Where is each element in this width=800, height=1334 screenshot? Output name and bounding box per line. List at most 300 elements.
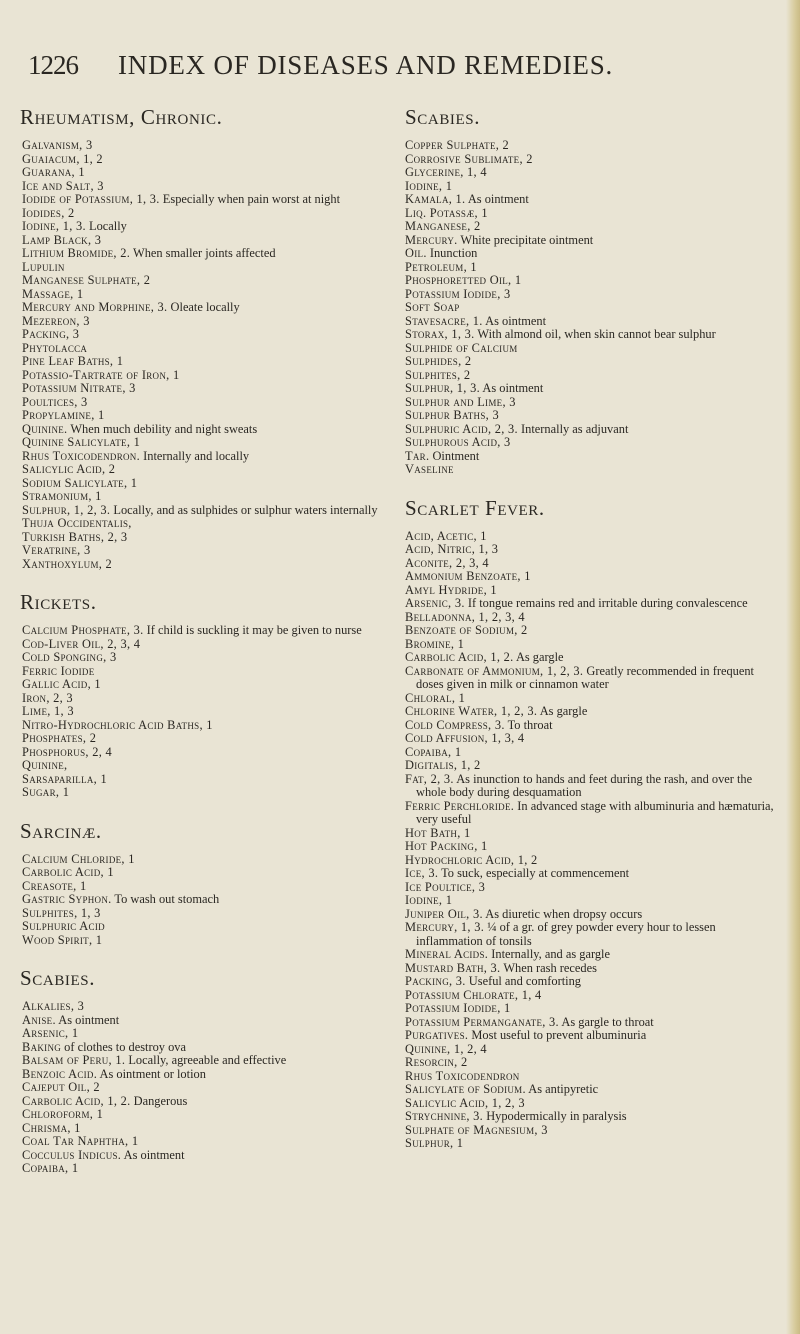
index-entry <box>22 234 400 248</box>
remedy-name: Massage, 1 <box>22 286 84 301</box>
index-entry <box>405 881 783 895</box>
running-title: INDEX OF DISEASES AND REMEDIES. <box>118 50 614 80</box>
remedy-name: Potassium Iodide, 1 <box>405 1001 511 1015</box>
index-entry <box>405 921 783 948</box>
remedy-name: Belladonna, 1, 2, 3, 4 <box>405 609 525 624</box>
remedy-name: Sulphur, 1, 3. <box>405 381 480 395</box>
entry-list <box>405 139 783 477</box>
index-entry <box>405 166 783 180</box>
index-entry <box>22 504 400 518</box>
page-edge-shading <box>786 0 800 1334</box>
index-entry <box>405 301 783 315</box>
remedy-name: Lithium Bromide, 2. <box>22 246 131 260</box>
index-entry <box>22 139 400 153</box>
index-entry <box>405 908 783 922</box>
remedy-name: Bromine, 1 <box>405 636 465 651</box>
index-entry <box>405 1029 783 1043</box>
index-entry <box>22 247 400 261</box>
index-entry <box>405 746 783 760</box>
remedy-name: Sarsaparilla, 1 <box>22 771 107 786</box>
remedy-name: Potassium Chlorate, 1, 4 <box>405 987 542 1002</box>
index-entry <box>22 180 400 194</box>
remedy-name: Chlorine Water, 1, 2, 3. <box>405 704 538 718</box>
index-entry <box>405 436 783 450</box>
index-entry <box>405 409 783 423</box>
index-entry <box>22 866 400 880</box>
remedy-name: Quinine Salicylate, 1 <box>22 435 141 449</box>
index-entry <box>405 719 783 733</box>
remedy-name: Propylamine, 1 <box>22 408 105 422</box>
left-column <box>22 104 400 1194</box>
index-entry <box>22 423 400 437</box>
index-entry <box>405 773 783 800</box>
remedy-name: Phosphates, 2 <box>22 731 97 745</box>
remedy-name: Galvanism, 3 <box>22 138 93 152</box>
remedy-name: Carbonate of Ammonium, 1, 2, 3. <box>405 663 584 678</box>
index-entry <box>22 220 400 234</box>
index-entry <box>405 261 783 275</box>
index-entry <box>405 288 783 302</box>
index-entry <box>22 678 400 692</box>
section-title-scarlet-fever: Scarlet Fever. <box>405 495 545 520</box>
entry-list <box>22 1000 400 1176</box>
remedy-note: As ointment <box>58 1012 120 1027</box>
index-entry <box>22 920 400 934</box>
remedy-name: Cold Affusion, 1, 3, 4 <box>405 731 525 745</box>
index-entry <box>405 1043 783 1057</box>
remedy-note: As gargle <box>539 704 588 718</box>
index-entry <box>22 409 400 423</box>
remedy-name: Sulphuric Acid, 2, 3. <box>405 421 518 436</box>
remedy-name: Potassium Permanganate, 3. <box>405 1014 559 1029</box>
remedy-name: Cold Compress, 3. <box>405 717 505 732</box>
remedy-note: As ointment <box>123 1147 185 1162</box>
remedy-name: Packing, 3. <box>405 974 466 988</box>
remedy-note: In advanced stage with albuminuria and hæmaturia, very useful <box>416 798 774 826</box>
remedy-name: Ferric Perchloride. <box>405 798 515 813</box>
index-entry <box>405 584 783 598</box>
index-entry <box>405 665 783 692</box>
remedy-name: Mercury. <box>405 232 458 247</box>
index-entry <box>405 1097 783 1111</box>
index-entry <box>22 342 400 356</box>
remedy-name: Coal Tar Naphtha, 1 <box>22 1134 139 1148</box>
remedy-name: Iodine, 1 <box>405 893 453 907</box>
remedy-note: To wash out stomach <box>114 892 220 906</box>
index-entry <box>405 315 783 329</box>
section-title-scabies: Scabies. <box>20 966 96 990</box>
remedy-name: Xanthoxylum, 2 <box>22 556 113 571</box>
remedy-note: With almond oil, when skin cannot bear sulphur <box>477 327 716 341</box>
entry-list <box>22 853 400 948</box>
remedy-note: When rash recedes <box>503 960 597 975</box>
index-entry <box>22 1041 400 1055</box>
remedy-name: Copaiba, 1 <box>22 1161 79 1175</box>
remedy-name: Benzoate of Sodium, 2 <box>405 623 528 637</box>
remedy-name: Benzoic Acid. <box>22 1066 98 1081</box>
remedy-name: Sulphuric Acid <box>22 919 105 933</box>
remedy-name: Acid, Acetic, 1 <box>405 528 487 543</box>
remedy-name: Iron, 2, 3 <box>22 690 73 705</box>
remedy-note: As antipyretic <box>528 1082 599 1096</box>
remedy-note: To throat <box>507 717 553 732</box>
remedy-name: Digitalis, 1, 2 <box>405 758 481 772</box>
remedy-name: Potassium Nitrate, 3 <box>22 381 136 395</box>
index-entry <box>405 139 783 153</box>
index-entry <box>22 490 400 504</box>
index-entry <box>405 867 783 881</box>
remedy-name: Ice, 3. <box>405 866 439 880</box>
remedy-name: Cod-Liver Oil, 2, 3, 4 <box>22 636 141 651</box>
remedy-name: Resorcin, 2 <box>405 1055 468 1069</box>
index-entry <box>22 436 400 450</box>
remedy-name: Sulphur and Lime, 3 <box>405 394 516 409</box>
remedy-name: Manganese, 2 <box>405 219 481 233</box>
remedy-name: Pine Leaf Baths, 1 <box>22 354 124 368</box>
remedy-name: Baking <box>22 1039 62 1054</box>
remedy-note: Most useful to prevent albuminuria <box>471 1028 647 1042</box>
remedy-note: Locally, and as sulphides or sulphur waters internally <box>113 502 378 517</box>
remedy-name: Iodine, 1, 3. <box>22 219 86 233</box>
remedy-note: Useful and comforting <box>468 974 581 988</box>
remedy-note: As ointment <box>485 313 547 328</box>
remedy-name: Rhus Toxicodendron. <box>22 448 141 463</box>
remedy-name: Poultices, 3 <box>22 394 88 409</box>
remedy-name: Guarana, 1 <box>22 165 85 179</box>
entry-list <box>22 139 400 571</box>
remedy-name: Ferric Iodide <box>22 663 95 678</box>
remedy-name: Carbolic Acid, 1, 2. <box>405 650 514 664</box>
remedy-name: Quinine, 1, 2, 4 <box>405 1041 487 1056</box>
remedy-note: As gargle <box>515 650 564 664</box>
index-entry <box>22 382 400 396</box>
remedy-note: Locally, agreeable and effective <box>128 1053 287 1067</box>
index-entry <box>22 315 400 329</box>
remedy-note: As ointment <box>482 381 544 395</box>
index-entry <box>22 369 400 383</box>
index-entry <box>22 732 400 746</box>
index-entry <box>405 193 783 207</box>
index-entry <box>405 355 783 369</box>
index-entry <box>22 638 400 652</box>
remedy-name: Arsenic, 1 <box>22 1026 79 1040</box>
remedy-name: Mezereon, 3 <box>22 313 90 328</box>
section-title-rheumatism-chronic: Rheumatism, Chronic. <box>20 105 223 129</box>
index-entry <box>405 800 783 827</box>
remedy-name: Calcium Phosphate, 3. <box>22 623 144 637</box>
index-entry <box>405 840 783 854</box>
index-entry <box>405 274 783 288</box>
remedy-name: Cocculus Indicus. <box>22 1147 122 1162</box>
remedy-name: Purgatives. <box>405 1028 469 1042</box>
right-column <box>405 104 783 1169</box>
remedy-name: Cold Sponging, 3 <box>22 650 117 664</box>
remedy-note: White precipitate ointment <box>460 232 594 247</box>
index-entry <box>405 570 783 584</box>
remedy-name: Iodide of Potassium, 1, 3. <box>22 192 160 206</box>
remedy-name: Copaiba, 1 <box>405 744 462 759</box>
remedy-note: Oleate locally <box>170 300 240 314</box>
remedy-name: Sulphites, 1, 3 <box>22 905 101 920</box>
remedy-name: Potassio-Tartrate of Iron, 1 <box>22 367 180 382</box>
remedy-note: Ointment <box>432 448 480 463</box>
index-entry <box>405 651 783 665</box>
index-entry <box>405 624 783 638</box>
remedy-name: Phosphoretted Oil, 1 <box>405 273 522 287</box>
index-entry <box>405 894 783 908</box>
remedy-name: Mercury and Morphine, 3. <box>22 300 168 314</box>
index-entry <box>405 1070 783 1084</box>
index-entry <box>405 342 783 356</box>
remedy-name: Juniper Oil, 3. <box>405 906 483 921</box>
index-entry <box>22 166 400 180</box>
remedy-note: When much debility and night sweats <box>70 421 258 436</box>
index-entry <box>405 975 783 989</box>
index-entry <box>22 301 400 315</box>
index-entry <box>405 328 783 342</box>
index-entry <box>22 1014 400 1028</box>
index-entry <box>405 382 783 396</box>
remedy-name: Sulphur, 1, 2, 3. <box>22 502 111 517</box>
remedy-name: Veratrine, 3 <box>22 543 91 557</box>
index-entry <box>22 328 400 342</box>
index-entry <box>405 692 783 706</box>
index-entry <box>405 220 783 234</box>
remedy-name: Stavesacre, 1. <box>405 313 483 328</box>
remedy-name: Petroleum, 1 <box>405 259 477 274</box>
index-entry <box>405 1137 783 1151</box>
remedy-name: Arsenic, 3. <box>405 596 465 610</box>
index-entry <box>22 531 400 545</box>
remedy-name: Amyl Hydride, 1 <box>405 582 497 597</box>
remedy-name: Sulphur, 1 <box>405 1136 464 1150</box>
index-entry <box>22 1122 400 1136</box>
remedy-name: Sulphate of Magnesium, 3 <box>405 1122 548 1137</box>
index-entry <box>22 759 400 773</box>
remedy-name: Sugar, 1 <box>22 785 70 799</box>
index-entry <box>22 1162 400 1176</box>
index-entry <box>22 1027 400 1041</box>
remedy-note: of clothes to destroy ova <box>64 1039 186 1054</box>
index-entry <box>405 705 783 719</box>
remedy-note: Internally and locally <box>143 448 250 463</box>
index-entry <box>22 1054 400 1068</box>
remedy-name: Nitro-Hydrochloric Acid Baths, 1 <box>22 717 213 732</box>
remedy-note: To suck, especially at commencement <box>441 866 630 880</box>
remedy-name: Carbolic Acid, 1 <box>22 865 114 879</box>
remedy-note: Locally <box>89 219 127 233</box>
remedy-name: Ice and Salt, 3 <box>22 178 104 193</box>
remedy-name: Mustard Bath, 3. <box>405 960 501 975</box>
remedy-note: Internally as adjuvant <box>521 421 629 436</box>
index-entry <box>405 423 783 437</box>
remedy-name: Chloroform, 1 <box>22 1107 104 1121</box>
index-entry <box>405 543 783 557</box>
index-entry <box>22 786 400 800</box>
remedy-name: Acid, Nitric, 1, 3 <box>405 542 499 556</box>
remedy-name: Phosphorus, 2, 4 <box>22 744 112 759</box>
page-number: 1226 <box>28 50 78 80</box>
remedy-name: Gastric Syphon. <box>22 892 112 906</box>
remedy-name: Lime, 1, 3 <box>22 704 74 718</box>
entry-list <box>405 530 783 1151</box>
index-entry <box>405 948 783 962</box>
remedy-name: Sulphurous Acid, 3 <box>405 435 511 449</box>
index-entry <box>22 450 400 464</box>
remedy-name: Balsam of Peru, 1. <box>22 1053 126 1067</box>
remedy-name: Tar. <box>405 448 430 463</box>
index-entry <box>22 1000 400 1014</box>
index-entry <box>405 153 783 167</box>
remedy-note: As ointment or lotion <box>99 1066 206 1081</box>
remedy-name: Manganese Sulphate, 2 <box>22 273 151 287</box>
remedy-name: Thuja Occidentalis, <box>22 516 132 530</box>
index-entry <box>22 907 400 921</box>
remedy-name: Mercury, 1, 3. <box>405 920 485 934</box>
index-entry <box>22 934 400 948</box>
index-entry <box>405 1110 783 1124</box>
remedy-name: Iodides, 2 <box>22 205 75 220</box>
index-entry <box>405 557 783 571</box>
index-entry <box>405 180 783 194</box>
section-title-sarcin: Sarcinæ. <box>20 818 102 843</box>
index-entry <box>22 517 400 531</box>
index-entry <box>22 207 400 221</box>
index-entry <box>22 288 400 302</box>
remedy-note: ¼ of a gr. of grey powder every hour to lessen inflammation of tonsils <box>416 920 716 948</box>
remedy-note: Dangerous <box>133 1093 188 1108</box>
remedy-name: Gallic Acid, 1 <box>22 677 101 691</box>
remedy-name: Liq. Potassæ, 1 <box>405 205 488 220</box>
remedy-name: Hot Bath, 1 <box>405 825 471 840</box>
index-entry <box>22 692 400 706</box>
index-entry <box>22 396 400 410</box>
index-entry <box>405 463 783 477</box>
index-entry <box>405 234 783 248</box>
index-entry <box>22 193 400 207</box>
index-entry <box>22 261 400 275</box>
index-entry <box>22 477 400 491</box>
index-entry <box>22 463 400 477</box>
remedy-name: Aconite, 2, 3, 4 <box>405 555 489 570</box>
remedy-name: Guaiacum, 1, 2 <box>22 151 103 166</box>
index-entry <box>22 746 400 760</box>
remedy-name: Potassium Iodide, 3 <box>405 286 511 301</box>
remedy-name: Sulphites, 2 <box>405 367 471 382</box>
remedy-name: Stramonium, 1 <box>22 489 102 503</box>
remedy-name: Alkalies, 3 <box>22 999 85 1013</box>
index-entry <box>405 732 783 746</box>
index-entry <box>405 962 783 976</box>
remedy-name: Phytolacca <box>22 340 88 355</box>
index-entry <box>22 153 400 167</box>
index-entry <box>22 1095 400 1109</box>
remedy-name: Storax, 1, 3. <box>405 327 475 341</box>
index-entry <box>405 369 783 383</box>
remedy-name: Lamp Black, 3 <box>22 232 102 247</box>
remedy-name: Vaseline <box>405 462 454 476</box>
index-entry <box>22 1108 400 1122</box>
remedy-name: Hydrochloric Acid, 1, 2 <box>405 852 538 867</box>
remedy-name: Soft Soap <box>405 300 460 314</box>
remedy-name: Chrisma, 1 <box>22 1120 81 1135</box>
index-entry <box>22 624 400 638</box>
remedy-name: Lupulin <box>22 259 65 274</box>
index-entry <box>405 597 783 611</box>
index-entry <box>22 853 400 867</box>
remedy-name: Sulphur Baths, 3 <box>405 408 499 422</box>
remedy-note: If child is suckling it may be given to nurse <box>146 623 362 637</box>
index-entry <box>22 355 400 369</box>
remedy-name: Glycerine, 1, 4 <box>405 165 487 179</box>
index-entry <box>22 705 400 719</box>
index-entry <box>405 989 783 1003</box>
remedy-name: Chloral, 1 <box>405 690 466 705</box>
remedy-name: Turkish Baths, 2, 3 <box>22 529 128 544</box>
remedy-name: Wood Spirit, 1 <box>22 932 103 947</box>
index-entry <box>405 1002 783 1016</box>
index-entry <box>22 665 400 679</box>
index-entry <box>405 530 783 544</box>
index-entry <box>22 651 400 665</box>
remedy-name: Salicylic Acid, 2 <box>22 462 116 476</box>
remedy-name: Iodine, 1 <box>405 178 453 193</box>
remedy-name: Strychnine, 3. <box>405 1109 484 1123</box>
remedy-note: If tongue remains red and irritable during convalescence <box>467 596 748 610</box>
remedy-name: Creasote, 1 <box>22 878 87 893</box>
remedy-name: Anise. <box>22 1012 56 1027</box>
index-entry <box>405 1083 783 1097</box>
remedy-name: Sodium Salicylate, 1 <box>22 475 138 490</box>
index-entry <box>405 611 783 625</box>
remedy-name: Quinine, <box>22 758 68 772</box>
remedy-name: Salicylic Acid, 1, 2, 3 <box>405 1095 525 1110</box>
remedy-note: As gargle to throat <box>561 1014 654 1029</box>
index-entry <box>22 773 400 787</box>
index-entry <box>405 207 783 221</box>
remedy-name: Carbolic Acid, 1, 2. <box>22 1093 131 1108</box>
remedy-name: Oil. <box>405 246 427 260</box>
remedy-name: Hot Packing, 1 <box>405 839 488 853</box>
index-entry <box>405 396 783 410</box>
remedy-note: Especially when pain worst at night <box>162 192 341 206</box>
remedy-name: Rhus Toxicodendron <box>405 1068 520 1083</box>
index-entry <box>405 638 783 652</box>
page-header <box>28 50 768 90</box>
index-entry <box>22 893 400 907</box>
remedy-name: Quinine. <box>22 421 68 436</box>
index-entry <box>22 544 400 558</box>
remedy-name: Ice Poultice, 3 <box>405 879 486 894</box>
index-entry <box>22 1068 400 1082</box>
index-entry <box>405 1016 783 1030</box>
remedy-name: Sulphides, 2 <box>405 354 472 368</box>
index-entry <box>22 1135 400 1149</box>
remedy-note: Hypodermically in paralysis <box>486 1109 627 1123</box>
index-entry <box>405 450 783 464</box>
index-entry <box>405 759 783 773</box>
remedy-name: Salicylate of Sodium. <box>405 1082 526 1096</box>
index-entry <box>22 274 400 288</box>
section-title-rickets: Rickets. <box>20 590 97 614</box>
remedy-name: Corrosive Sublimate, 2 <box>405 151 533 166</box>
index-entry <box>22 1081 400 1095</box>
index-entry <box>22 880 400 894</box>
remedy-name: Fat, 2, 3. <box>405 771 454 786</box>
entry-list <box>22 624 400 800</box>
index-entry <box>405 1124 783 1138</box>
remedy-name: Sulphide of Calcium <box>405 340 518 355</box>
